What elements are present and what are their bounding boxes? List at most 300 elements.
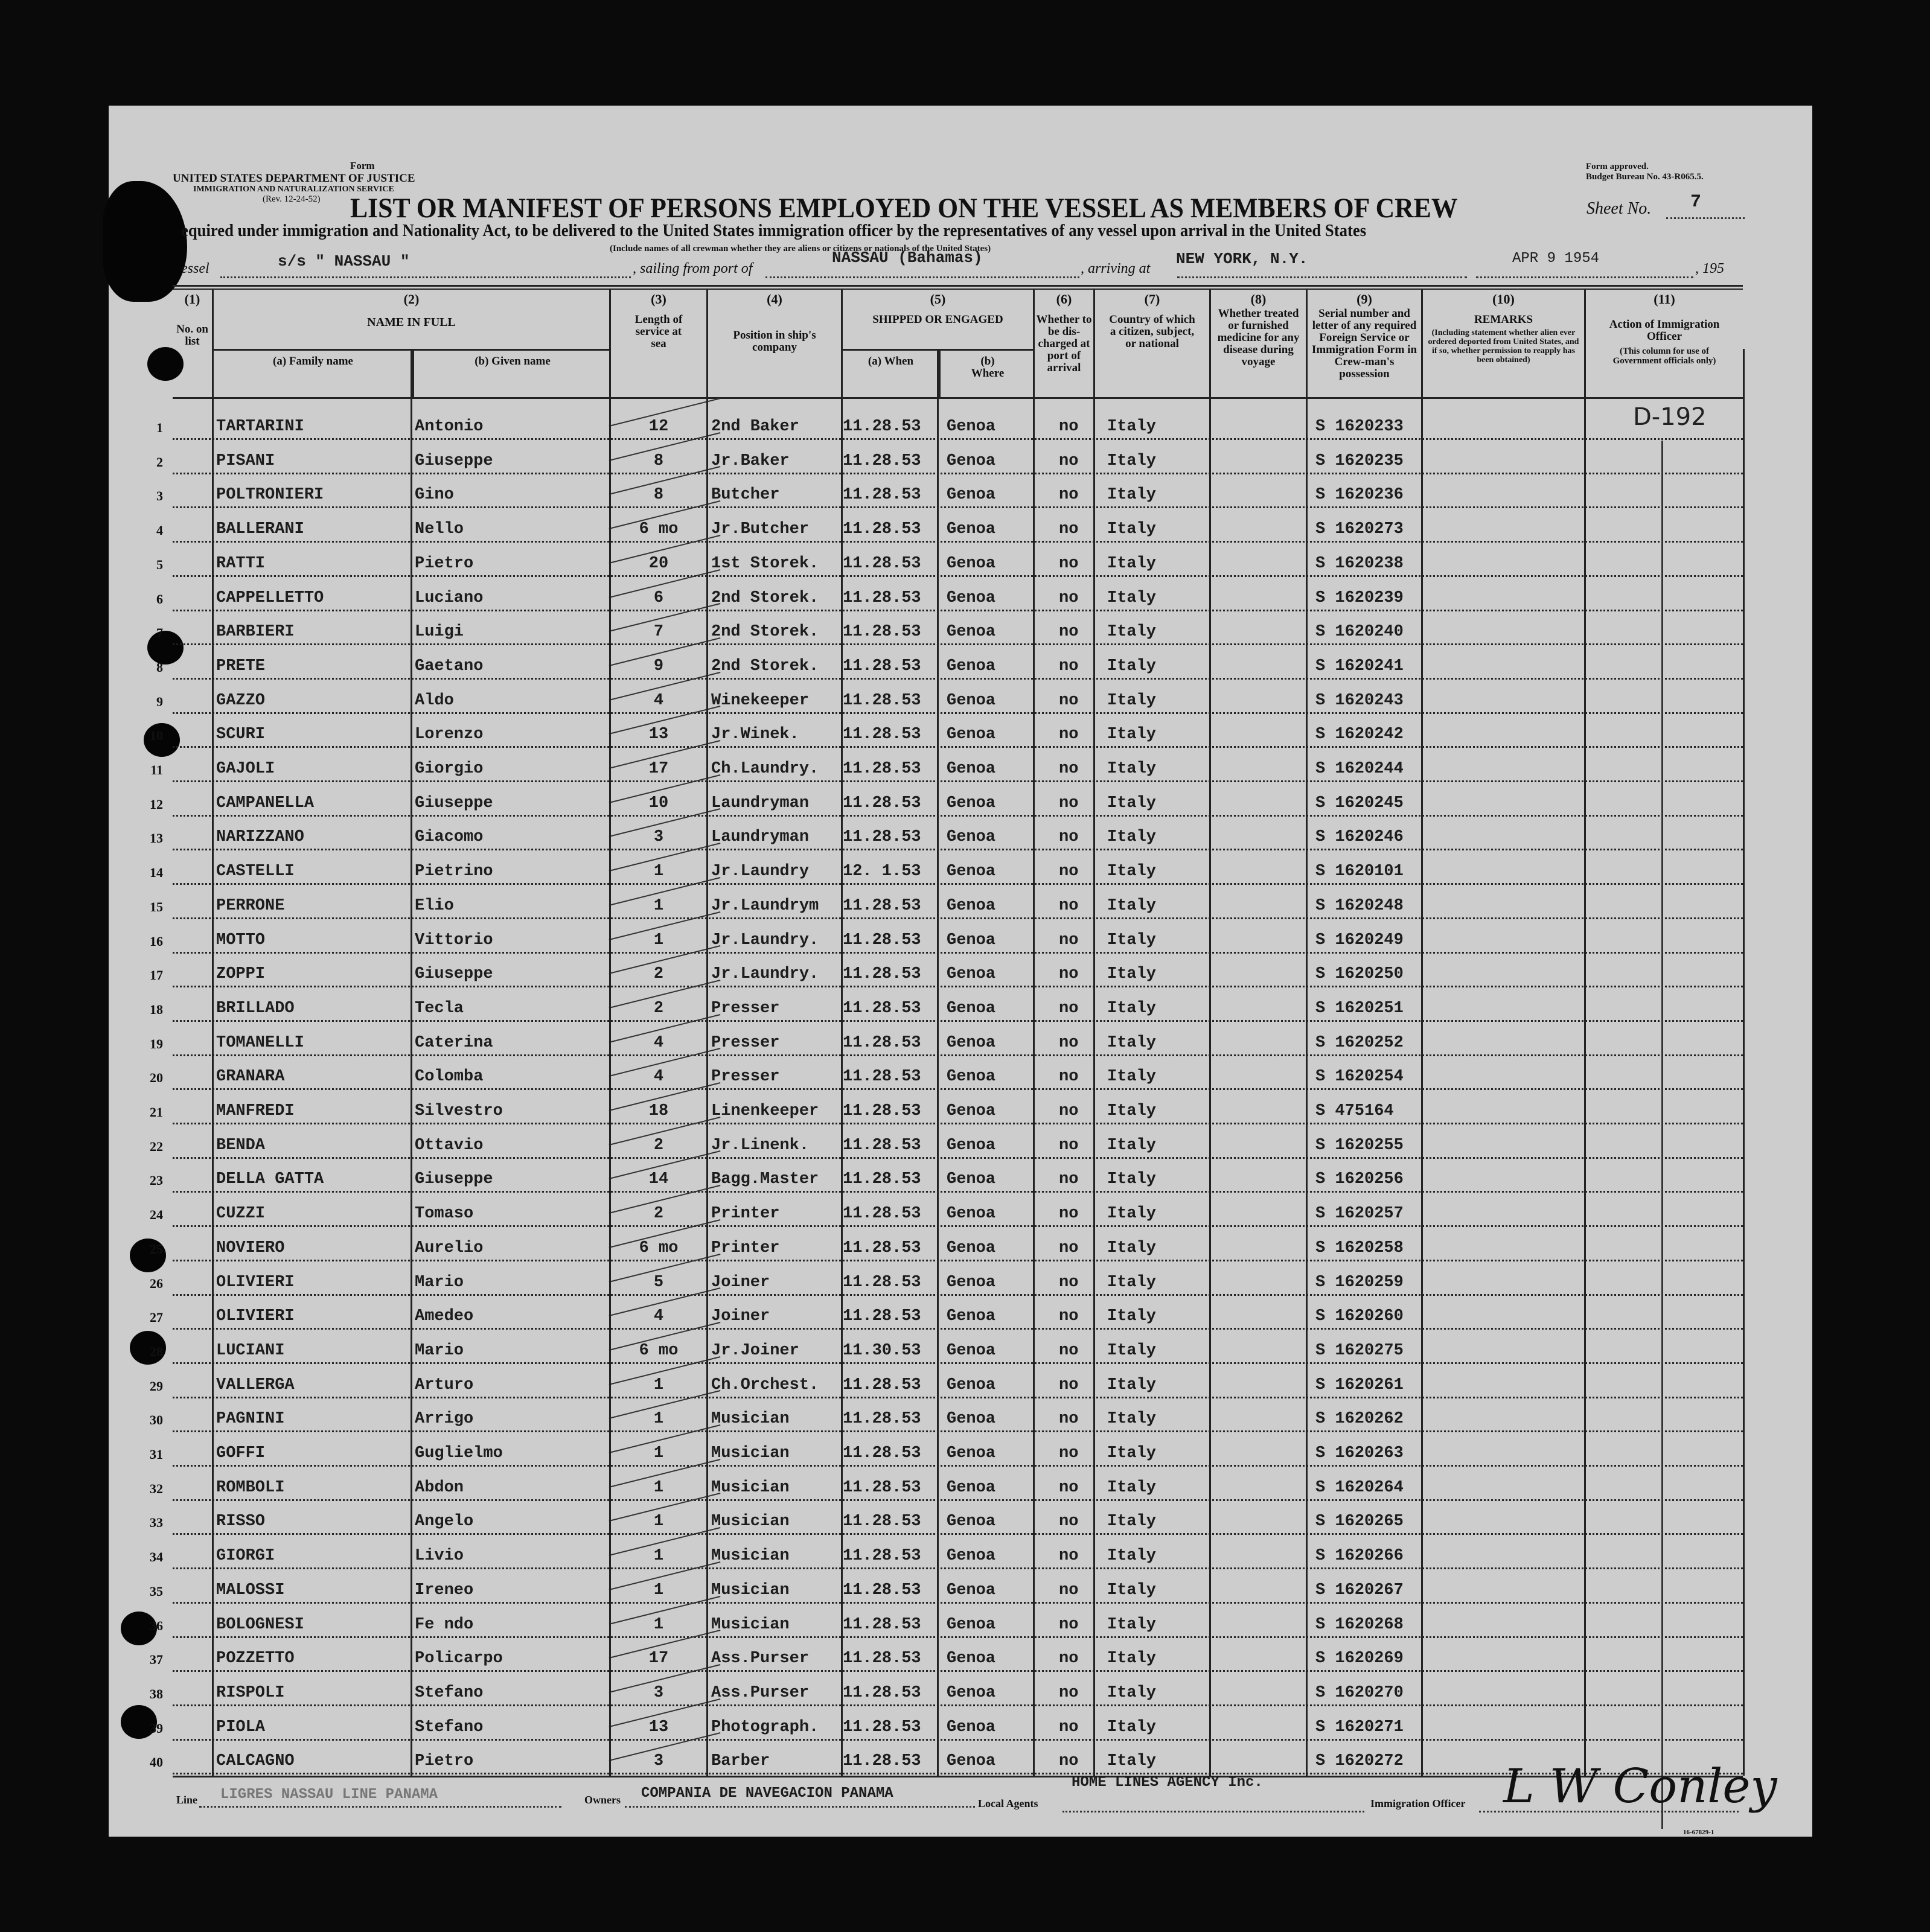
shipped-when: 11.28.53 [843,451,921,470]
arrival-port: NEW YORK, N.Y. [1176,250,1308,268]
table-row [150,953,1743,987]
budget-bureau: Budget Bureau No. 43-R065.5. [1586,172,1704,182]
serial-number: S 1620275 [1315,1341,1404,1360]
shipped-where: Genoa [947,828,996,847]
col-header-shipped: (5) SHIPPED OR ENGAGED (a) When (b) Where [841,290,1033,398]
discharged: no [1059,691,1079,710]
arrival-date-stamp: APR 9 1954 [1512,250,1600,267]
sailing-port: NASSAU (Bahamas) [832,249,983,267]
table-row [150,748,1743,782]
shipped-where: Genoa [947,999,996,1018]
discharged: no [1059,1547,1079,1566]
discharged: no [1059,794,1079,812]
row-number: 1 [156,420,163,435]
family-name: MANFREDI [216,1102,295,1120]
position: Photograph. [711,1718,819,1736]
family-name: BRILLADO [216,999,295,1018]
family-name: ROMBOLI [216,1478,285,1497]
discharged: no [1059,1581,1079,1599]
shipped-when: 11.28.53 [843,520,921,539]
table-row [150,987,1743,1022]
given-name: Aurelio [415,1239,484,1257]
discharged: no [1059,1615,1079,1634]
discharged: no [1059,1376,1079,1394]
table-row [156,680,1743,714]
family-name: CAPPELLETTO [216,588,324,607]
country: Italy [1107,451,1157,470]
row-number: 7 [156,625,163,641]
shipped-where: Genoa [947,1376,996,1394]
owners-label: Owners [584,1794,621,1806]
family-name: ZOPPI [216,965,266,984]
length-of-service: 6 [653,588,664,607]
given-name: Antonio [415,418,484,436]
family-name: PERRONE [216,896,285,915]
row-number: 40 [150,1755,163,1770]
discharged: no [1059,1718,1079,1736]
officer-signature: L W Conley [1503,1759,1777,1814]
row-number: 9 [156,693,163,709]
document-title: LIST OR MANIFEST OF PERSONS EMPLOYED ON THE VESSEL AS MEMBERS OF CREW [350,193,1458,224]
table-row [150,1158,1743,1193]
shipped-when: 11.28.53 [843,965,921,984]
serial-number: S 1620243 [1315,691,1404,710]
length-of-service: 17 [648,760,669,778]
country: Italy [1107,1033,1157,1052]
position: Musician [711,1547,790,1566]
form-number: Form [350,160,375,171]
table-row [156,611,1743,645]
shipped-where: Genoa [947,1683,996,1702]
discharged: no [1059,554,1079,573]
row-number: 5 [156,556,163,572]
family-name: POZZETTO [216,1650,295,1668]
country: Italy [1107,965,1157,984]
length-of-service: 3 [653,828,664,847]
agents-label: Local Agents [978,1797,1038,1809]
length-of-service: 1 [653,1376,664,1394]
family-name: RATTI [216,554,266,573]
position: Linenkeeper [711,1102,819,1120]
shipped-when: 11.28.53 [843,1170,921,1189]
shipped-when: 11.28.53 [843,1273,921,1292]
row-number: 12 [150,796,163,812]
length-of-service: 13 [648,1718,669,1736]
length-of-service: 6 mo [639,520,679,539]
table-row [150,1569,1743,1604]
family-name: MOTTO [216,931,266,949]
country: Italy [1107,725,1157,744]
col-header-serial: (9) Serial number and letter of any required Foreign Service or Immigration Form in Crew-man's possession [1306,290,1421,398]
given-name: Giorgio [415,760,484,778]
discharged: no [1059,1410,1079,1429]
vessel-name: s/s " NASSAU " [278,252,410,270]
shipped-when: 11.28.53 [843,1376,921,1394]
column-rule [1421,349,1423,1776]
family-name: TOMANELLI [216,1033,304,1052]
year-label: , 195 [1695,261,1724,276]
discharged: no [1059,828,1079,847]
family-name: RISPOLI [216,1683,285,1702]
position: Laundryman [711,794,810,812]
row-number: 3 [156,488,163,504]
discharged: no [1059,725,1079,744]
position: Jr.Linenk. [711,1136,810,1155]
row-number: 8 [156,659,163,675]
row-number: 25 [150,1241,163,1257]
family-name: BARBIERI [216,623,295,642]
row-number: 32 [150,1481,163,1496]
family-name: PIOLA [216,1718,266,1736]
discharged: no [1059,451,1079,470]
shipped-when: 12. 1.53 [843,862,921,881]
shipped-where: Genoa [947,418,996,436]
shipped-where: Genoa [947,1205,996,1223]
table-row [150,1193,1743,1227]
discharged: no [1059,1273,1079,1292]
position: Presser [711,1033,780,1052]
serial-number: S 1620242 [1315,725,1404,744]
serial-number: S 1620101 [1315,862,1404,881]
length-of-service: 1 [653,896,664,915]
row-number: 27 [150,1310,163,1325]
country: Italy [1107,588,1157,607]
given-name: Policarpo [415,1650,503,1668]
officer-label: Immigration Officer [1370,1797,1466,1809]
family-name: OLIVIERI [216,1307,295,1326]
table-row [150,1056,1743,1090]
row-number: 26 [150,1275,163,1291]
table-row [150,1672,1743,1706]
table-row [150,1261,1743,1296]
shipped-where: Genoa [947,1478,996,1497]
discharged: no [1059,760,1079,778]
country: Italy [1107,1136,1157,1155]
given-name: Luigi [415,623,464,642]
discharged: no [1059,1444,1079,1462]
col-header-length: (3) Length of service at sea [609,290,706,398]
table-row [150,1364,1743,1398]
length-of-service: 18 [648,1102,669,1120]
position: Winekeeper [711,691,810,710]
given-name: Guglielmo [415,1444,503,1462]
position: Ch.Orchest. [711,1376,819,1394]
col-header-position: (4) Position in ship's company [706,290,841,398]
family-name: GIORGI [216,1547,275,1566]
shipped-where: Genoa [947,1615,996,1634]
shipped-when: 11.28.53 [843,486,921,505]
position: Bagg.Master [711,1170,819,1189]
serial-number: S 1620268 [1315,1615,1404,1634]
row-number: 23 [150,1173,163,1188]
family-name: NARIZZANO [216,828,304,847]
serial-number: S 475164 [1315,1102,1394,1120]
shipped-where: Genoa [947,965,996,984]
row-number: 17 [150,968,163,983]
serial-number: S 1620246 [1315,828,1404,847]
given-name: Stefano [415,1718,484,1736]
given-name: Angelo [415,1513,474,1531]
table-row [150,1022,1743,1056]
officer-bracket-line [1661,441,1663,1829]
table-row [150,1398,1743,1432]
revision: (Rev. 12-24-52) [263,194,321,204]
length-of-service: 6 mo [639,1239,679,1257]
discharged: no [1059,1136,1079,1155]
shipped-when: 11.28.53 [843,1033,921,1052]
given-name: Lorenzo [415,725,484,744]
row-number: 28 [150,1344,163,1359]
table-row [150,1090,1743,1124]
row-number: 11 [150,762,163,777]
department: UNITED STATES DEPARTMENT OF JUSTICE [173,172,415,185]
length-of-service: 1 [653,1581,664,1599]
country: Italy [1107,554,1157,573]
shipped-where: Genoa [947,862,996,881]
shipped-when: 11.28.53 [843,1478,921,1497]
shipped-when: 11.28.53 [843,1615,921,1634]
family-name: CUZZI [216,1205,266,1223]
length-of-service: 8 [653,486,664,505]
shipped-when: 11.28.53 [843,1136,921,1155]
shipped-where: Genoa [947,588,996,607]
serial-number: S 1620249 [1315,931,1404,949]
discharged: no [1059,1307,1079,1326]
serial-number: S 1620239 [1315,588,1404,607]
position: Ch.Laundry. [711,760,819,778]
row-number: 37 [150,1652,163,1668]
shipped-where: Genoa [947,1650,996,1668]
table-row [150,713,1743,748]
length-of-service: 1 [653,1615,664,1634]
discharged: no [1059,1513,1079,1531]
column-rule [1584,349,1586,1776]
line-label: Line [176,1794,198,1806]
shipped-where: Genoa [947,1273,996,1292]
shipped-when: 11.28.53 [843,794,921,812]
serial-number: S 1620260 [1315,1307,1404,1326]
length-of-service: 6 mo [639,1341,679,1360]
subtitle: equired under immigration and Nationality Act, to be delivered to the United States immigration officer by the representatives of any vessel upon arrival in the United States [181,221,1367,240]
country: Italy [1107,1341,1157,1360]
length-of-service: 12 [648,418,669,436]
serial-number: S 1620269 [1315,1650,1404,1668]
vessel-label: essel [181,261,209,276]
given-name: Silvestro [415,1102,503,1120]
shipped-where: Genoa [947,1033,996,1052]
row-number: 36 [150,1618,163,1633]
include-note: (Include names of all crewman whether they are aliens or citizens or nationals of the United States) [610,244,991,253]
service: IMMIGRATION AND NATURALIZATION SERVICE [193,185,394,194]
position: Musician [711,1615,790,1634]
given-name: Fe ndo [415,1615,474,1634]
shipped-where: Genoa [947,691,996,710]
country: Italy [1107,1273,1157,1292]
given-name: Giuseppe [415,451,493,470]
length-of-service: 7 [653,623,664,642]
country: Italy [1107,486,1157,505]
shipped-when: 11.28.53 [843,691,921,710]
table-row [156,406,1743,440]
length-of-service: 2 [653,999,664,1018]
table-row [150,782,1743,817]
position: Musician [711,1444,790,1462]
shipped-when: 11.28.53 [843,1752,921,1771]
family-name: GRANARA [216,1068,285,1086]
shipped-when: 11.28.53 [843,1444,921,1462]
discharged: no [1059,520,1079,539]
shipped-where: Genoa [947,931,996,949]
shipped-when: 11.28.53 [843,1718,921,1736]
serial-number: S 1620258 [1315,1239,1404,1257]
table-row [150,1706,1743,1741]
position: Jr.Winek. [711,725,799,744]
row-number: 35 [150,1583,163,1599]
shipped-where: Genoa [947,1410,996,1429]
discharged: no [1059,1683,1079,1702]
shipped-when: 11.28.53 [843,623,921,642]
column-rule [937,349,939,1776]
shipped-where: Genoa [947,1581,996,1599]
length-of-service: 4 [653,1307,664,1326]
length-of-service: 4 [653,691,664,710]
shipped-when: 11.28.53 [843,931,921,949]
column-rule [1209,349,1211,1776]
discharged: no [1059,588,1079,607]
length-of-service: 4 [653,1068,664,1086]
family-name: CASTELLI [216,862,295,881]
column-rule [706,349,708,1776]
position: Ass.Purser [711,1650,810,1668]
col-header-medicine: (8) Whether treated or furnished medicine for any disease during voyage [1209,290,1306,398]
given-name: Tecla [415,999,464,1018]
serial-number: S 1620244 [1315,760,1404,778]
shipped-when: 11.28.53 [843,1068,921,1086]
given-name: Amedeo [415,1307,474,1326]
family-name: CAMPANELLA [216,794,315,812]
serial-number: S 1620245 [1315,794,1404,812]
position: Printer [711,1239,780,1257]
table-row [150,1637,1743,1672]
length-of-service: 1 [653,1444,664,1462]
serial-number: S 1620256 [1315,1170,1404,1189]
family-name: TARTARINI [216,418,304,436]
discharged: no [1059,1068,1079,1086]
position: Printer [711,1205,780,1223]
sheet-number: 7 [1690,192,1702,212]
shipped-when: 11.28.53 [843,1513,921,1531]
position: Butcher [711,486,780,505]
shipped-when: 11.28.53 [843,1102,921,1120]
position: Jr.Laundry. [711,965,819,984]
shipped-when: 11.28.53 [843,1239,921,1257]
shipped-when: 11.28.53 [843,554,921,573]
given-name: Colomba [415,1068,484,1086]
serial-number: S 1620254 [1315,1068,1404,1086]
owners-value: COMPANIA DE NAVEGACION PANAMA [641,1785,893,1802]
country: Italy [1107,1650,1157,1668]
shipped-where: Genoa [947,1444,996,1462]
family-name: MALOSSI [216,1581,285,1599]
family-name: POLTRONIERI [216,486,324,505]
row-number: 33 [150,1515,163,1531]
family-name: PRETE [216,657,266,675]
table-row [150,1432,1743,1467]
country: Italy [1107,999,1157,1018]
family-name: BOLOGNESI [216,1615,304,1634]
row-number: 22 [150,1138,163,1154]
given-name: Ottavio [415,1136,484,1155]
given-name: Nello [415,520,464,539]
position: 2nd Baker [711,418,799,436]
table-row [150,1467,1743,1501]
shipped-when: 11.28.53 [843,1307,921,1326]
position: Joiner [711,1273,770,1292]
col-header-country: (7) Country of which a citizen, subject, or national [1093,290,1209,398]
given-name: Giacomo [415,828,484,847]
line-value: LIGRES NASSAU LINE PANAMA [220,1787,438,1803]
shipped-where: Genoa [947,760,996,778]
family-name: PAGNINI [216,1410,285,1429]
serial-number: S 1620259 [1315,1273,1404,1292]
length-of-service: 8 [653,451,664,470]
country: Italy [1107,1068,1157,1086]
given-name: Tomaso [415,1205,474,1223]
serial-number: S 1620265 [1315,1513,1404,1531]
given-name: Elio [415,896,454,915]
given-name: Arrigo [415,1410,474,1429]
row-number: 18 [150,1001,163,1017]
country: Italy [1107,623,1157,642]
row-number: 19 [150,1036,163,1051]
shipped-when: 11.28.53 [843,999,921,1018]
shipped-where: Genoa [947,1239,996,1257]
serial-number: S 1620267 [1315,1581,1404,1599]
col-header-name: (2) NAME IN FULL (a) Family name (b) Given name [212,290,609,398]
shipped-where: Genoa [947,1068,996,1086]
shipped-when: 11.28.53 [843,1650,921,1668]
table-row [150,885,1743,919]
country: Italy [1107,1205,1157,1223]
sailing-label: , sailing from port of [633,261,753,276]
discharged: no [1059,1341,1079,1360]
country: Italy [1107,1410,1157,1429]
shipped-where: Genoa [947,1341,996,1360]
serial-number: S 1620240 [1315,623,1404,642]
discharged: no [1059,486,1079,505]
row-number: 14 [150,865,163,881]
row-number: 20 [150,1070,163,1086]
serial-number: S 1620236 [1315,486,1404,505]
column-rule [1093,349,1095,1776]
given-name: Abdon [415,1478,464,1497]
country: Italy [1107,1513,1157,1531]
column-rule [212,349,214,1776]
table-row [150,1295,1743,1330]
country: Italy [1107,1239,1157,1257]
length-of-service: 13 [648,725,669,744]
family-name: GOFFI [216,1444,266,1462]
table-row [150,1330,1743,1364]
column-rule [609,349,611,1776]
position: Barber [711,1752,770,1771]
position: Laundryman [711,828,810,847]
given-name: Pietro [415,554,474,573]
length-of-service: 3 [653,1683,664,1702]
shipped-when: 11.28.53 [843,760,921,778]
shipped-when: 11.28.53 [843,828,921,847]
country: Italy [1107,418,1157,436]
